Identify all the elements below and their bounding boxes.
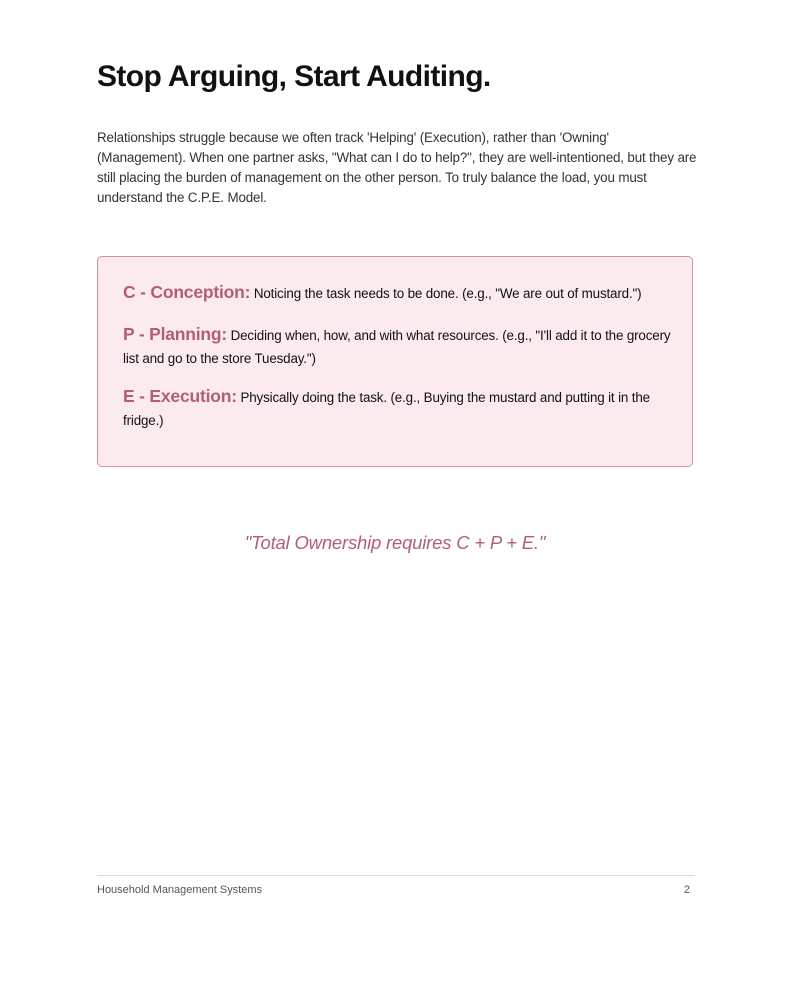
planning-item — [123, 323, 673, 370]
conception-item — [123, 281, 673, 305]
cpe-model-box — [97, 256, 693, 467]
page-title: Stop Arguing, Start Auditing. — [97, 60, 491, 93]
execution-item — [123, 385, 673, 432]
execution-text: Physically doing the task. (e.g., Buying the mustard and putting it in the fridge.) — [123, 390, 650, 428]
footer-divider — [97, 875, 695, 876]
ownership-quote: "Total Ownership requires C + P + E." — [244, 532, 546, 553]
footer-page-number: 2 — [683, 884, 690, 896]
execution-label: E - Execution: — [123, 386, 237, 406]
intro-paragraph: Relationships struggle because we often track 'Helping' (Execution), rather than 'Owning' (Management). When one partner asks, "What can I do to help?", they are well-intentioned, but they are still placing the burden of management on the other person. To truly balance the load, you must understand the C.P.E. Model. — [97, 130, 697, 205]
planning-label: P - Planning: — [123, 324, 228, 344]
planning-text: Deciding when, how, and with what resources. (e.g., "I'll add it to the grocery list and go to the store Tuesday.") — [123, 328, 671, 366]
conception-label: C - Conception: — [123, 282, 251, 302]
conception-text: Noticing the task needs to be done. (e.g., "We are out of mustard.") — [253, 286, 642, 301]
footer-document-name: Household Management Systems — [97, 884, 263, 896]
